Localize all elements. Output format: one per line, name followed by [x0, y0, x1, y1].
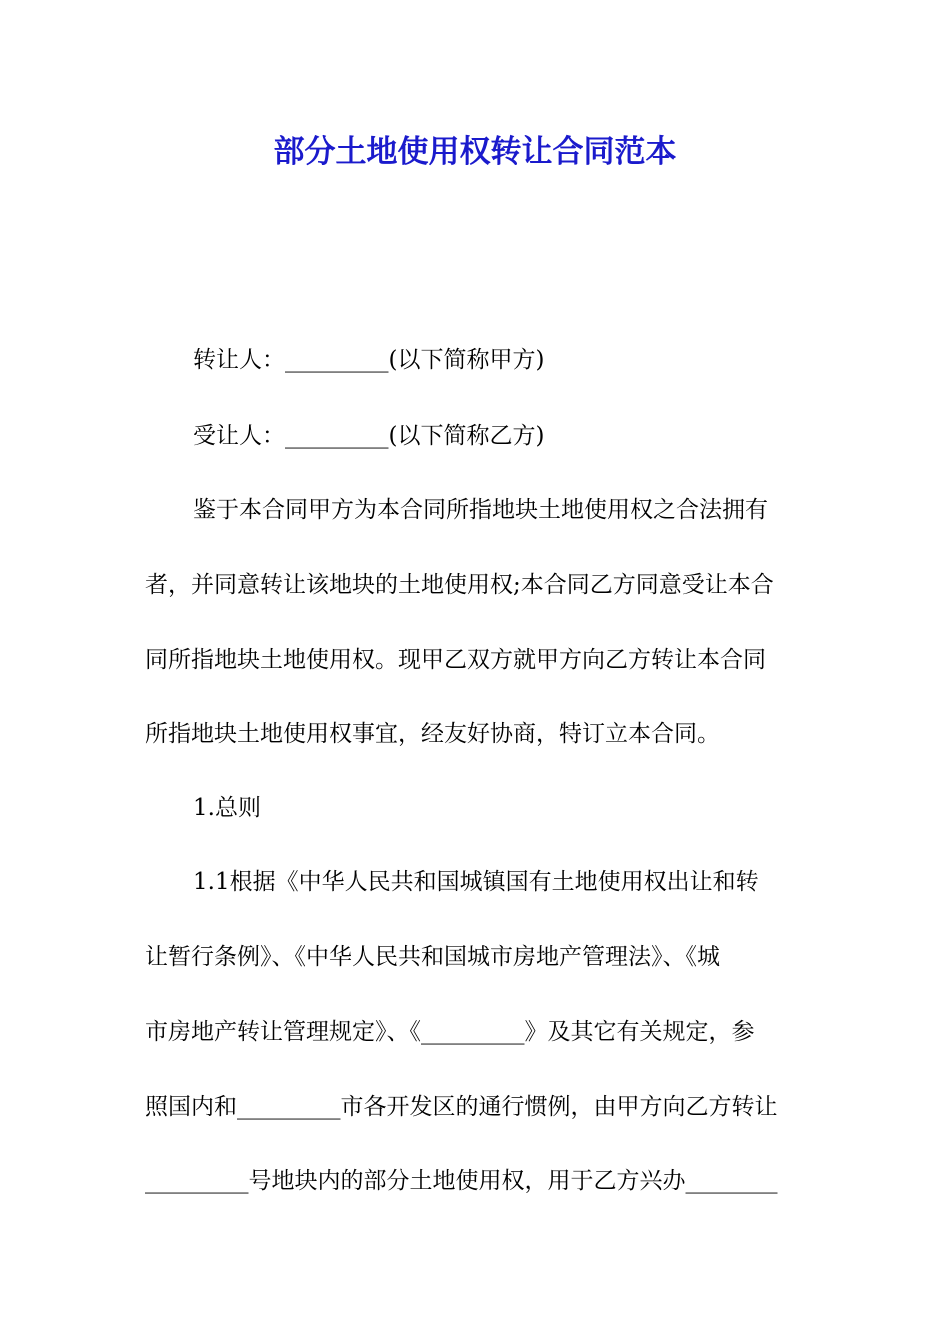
section-heading-general: 1.总则: [193, 795, 261, 821]
transferor-line: 转让人：_________(以下简称甲方): [193, 347, 545, 373]
clause-1-1-line-5: _________号地块内的部分土地使用权，用于乙方兴办________: [145, 1168, 778, 1194]
clause-1-1-line-2: 让暂行条例》、《中华人民共和国城市房地产管理法》、《城: [145, 944, 720, 970]
preamble-line-3: 同所指地块土地使用权。现甲乙双方就甲方向乙方转让本合同: [145, 647, 766, 673]
transferee-line: 受让人：_________(以下简称乙方): [193, 423, 545, 449]
clause-1-1-line-1: 1.1根据《中华人民共和国城镇国有土地使用权出让和转: [193, 869, 759, 895]
preamble-line-4: 所指地块土地使用权事宜，经友好协商，特订立本合同。: [145, 721, 720, 747]
clause-1-1-line-4: 照国内和_________市各开发区的通行惯例，由甲方向乙方转让: [145, 1094, 778, 1120]
document-title: 部分土地使用权转让合同范本: [273, 134, 677, 170]
preamble-line-2: 者，并同意转让该地块的土地使用权;本合同乙方同意受让本合: [145, 572, 774, 598]
preamble-line-1: 鉴于本合同甲方为本合同所指地块土地使用权之合法拥有: [193, 497, 768, 523]
clause-1-1-line-3: 市房地产转让管理规定》、《_________》及其它有关规定，参: [145, 1019, 755, 1045]
